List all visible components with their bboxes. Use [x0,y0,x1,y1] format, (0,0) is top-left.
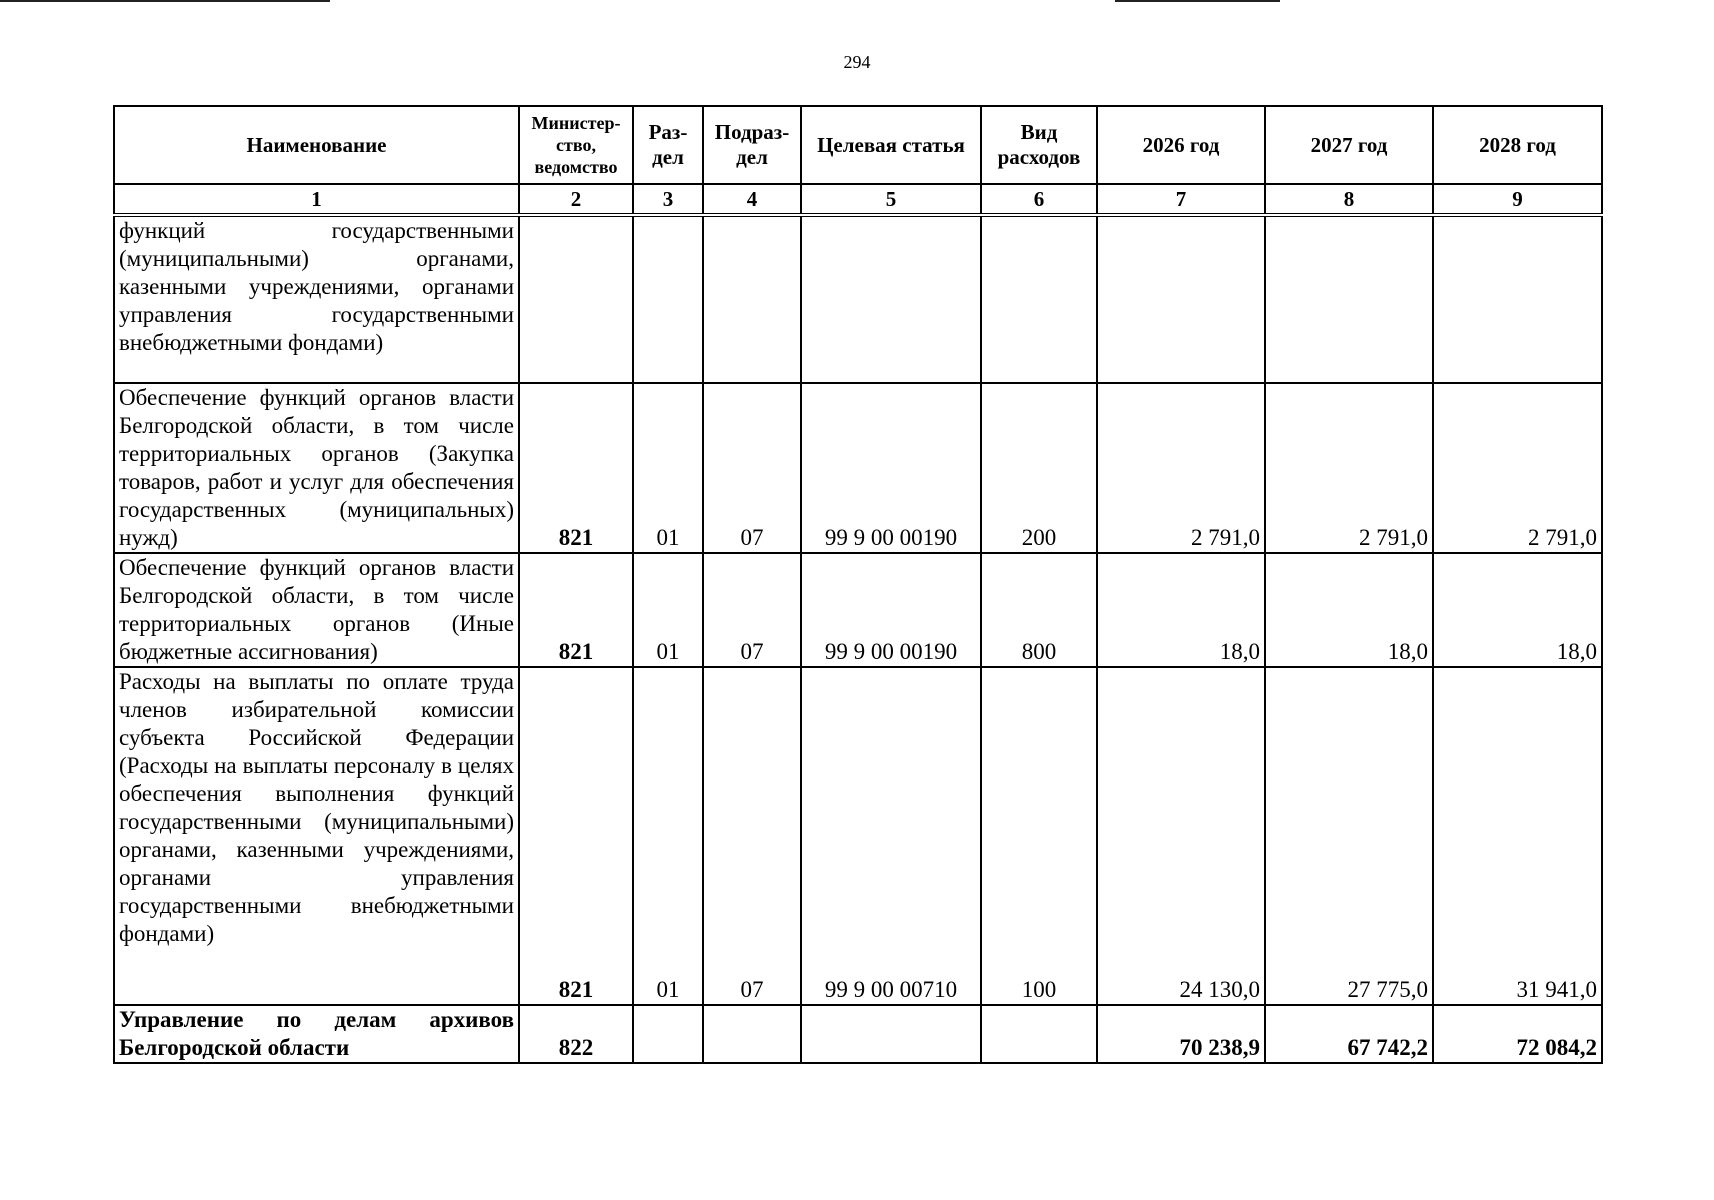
table-row-total [114,1005,1602,1063]
row-section: 01 [633,383,703,553]
column-number: 8 [1265,184,1433,215]
header-subsection: Подраз-дел [703,106,801,184]
row-name: функций государственными (муниципальными) органами, казенными учреждениями, органами управления государственными внебюджетными фондами) [114,215,519,383]
row-value-2027: 27 775,0 [1265,667,1433,1005]
header-year-2028: 2028 год [1433,106,1602,184]
row-expense-type [981,215,1097,383]
row-value-2026 [1097,215,1265,383]
row-name: Обеспечение функций органов власти Белгородской области, в том числе территориальных органов (Закупка товаров, работ и услуг для обеспечения государственных (муниципальных) нужд) [114,383,519,553]
row-value-2027: 2 791,0 [1265,383,1433,553]
column-number: 4 [703,184,801,215]
row-target-article: 99 9 00 00710 [801,667,981,1005]
column-number: 2 [519,184,633,215]
column-number: 5 [801,184,981,215]
row-value-2027: 18,0 [1265,553,1433,667]
row-ministry [519,215,633,383]
column-number: 3 [633,184,703,215]
row-section [633,1005,703,1063]
row-value-2026: 24 130,0 [1097,667,1265,1005]
row-value-2028: 18,0 [1433,553,1602,667]
header-section: Раз-дел [633,106,703,184]
row-subsection [703,215,801,383]
row-value-2028: 2 791,0 [1433,383,1602,553]
row-section: 01 [633,553,703,667]
row-value-2026: 70 238,9 [1097,1005,1265,1063]
row-expense-type: 800 [981,553,1097,667]
header-expense-type: Вид расходов [981,106,1097,184]
budget-table [113,105,1603,1064]
row-subsection: 07 [703,667,801,1005]
row-value-2026: 2 791,0 [1097,383,1265,553]
row-value-2028: 72 084,2 [1433,1005,1602,1063]
table-row [114,667,1602,1005]
column-number: 9 [1433,184,1602,215]
row-value-2027: 67 742,2 [1265,1005,1433,1063]
table-row [114,215,1602,383]
page-number: 294 [843,52,871,72]
row-value-2028: 31 941,0 [1433,667,1602,1005]
row-name: Расходы на выплаты по оплате труда членов избирательной комиссии субъекта Российской Федерации (Расходы на выплаты персоналу в целях обеспечения выполнения функций государственными (муниципальными) органами, казенными учреждениями, органами управления государственными внебюджетными фондами) [114,667,519,1005]
row-target-article [801,215,981,383]
row-target-article: 99 9 00 00190 [801,553,981,667]
column-number: 7 [1097,184,1265,215]
row-subsection: 07 [703,383,801,553]
table-row [114,553,1602,667]
row-ministry: 822 [519,1005,633,1063]
header-year-2027: 2027 год [1265,106,1433,184]
row-ministry: 821 [519,383,633,553]
row-expense-type [981,1005,1097,1063]
scan-artifact-line-right [1115,0,1280,2]
row-section [633,215,703,383]
row-expense-type: 100 [981,667,1097,1005]
row-value-2028 [1433,215,1602,383]
row-expense-type: 200 [981,383,1097,553]
header-year-2026: 2026 год [1097,106,1265,184]
row-target-article: 99 9 00 00190 [801,383,981,553]
column-number-row [114,184,1602,215]
row-ministry: 821 [519,667,633,1005]
header-row [114,106,1602,184]
row-value-2027 [1265,215,1433,383]
row-subsection: 07 [703,553,801,667]
column-number: 1 [114,184,519,215]
header-ministry: Министер-ство, ведомство [519,106,633,184]
row-name: Управление по делам архивов Белгородской области [114,1005,519,1063]
header-target-article: Целевая статья [801,106,981,184]
scan-artifact-line-left [0,0,330,2]
column-number: 6 [981,184,1097,215]
table-row [114,383,1602,553]
header-name: Наименование [114,106,519,184]
row-ministry: 821 [519,553,633,667]
row-target-article [801,1005,981,1063]
row-name: Обеспечение функций органов власти Белгородской области, в том числе территориальных органов (Иные бюджетные ассигнования) [114,553,519,667]
row-value-2026: 18,0 [1097,553,1265,667]
row-section: 01 [633,667,703,1005]
row-subsection [703,1005,801,1063]
